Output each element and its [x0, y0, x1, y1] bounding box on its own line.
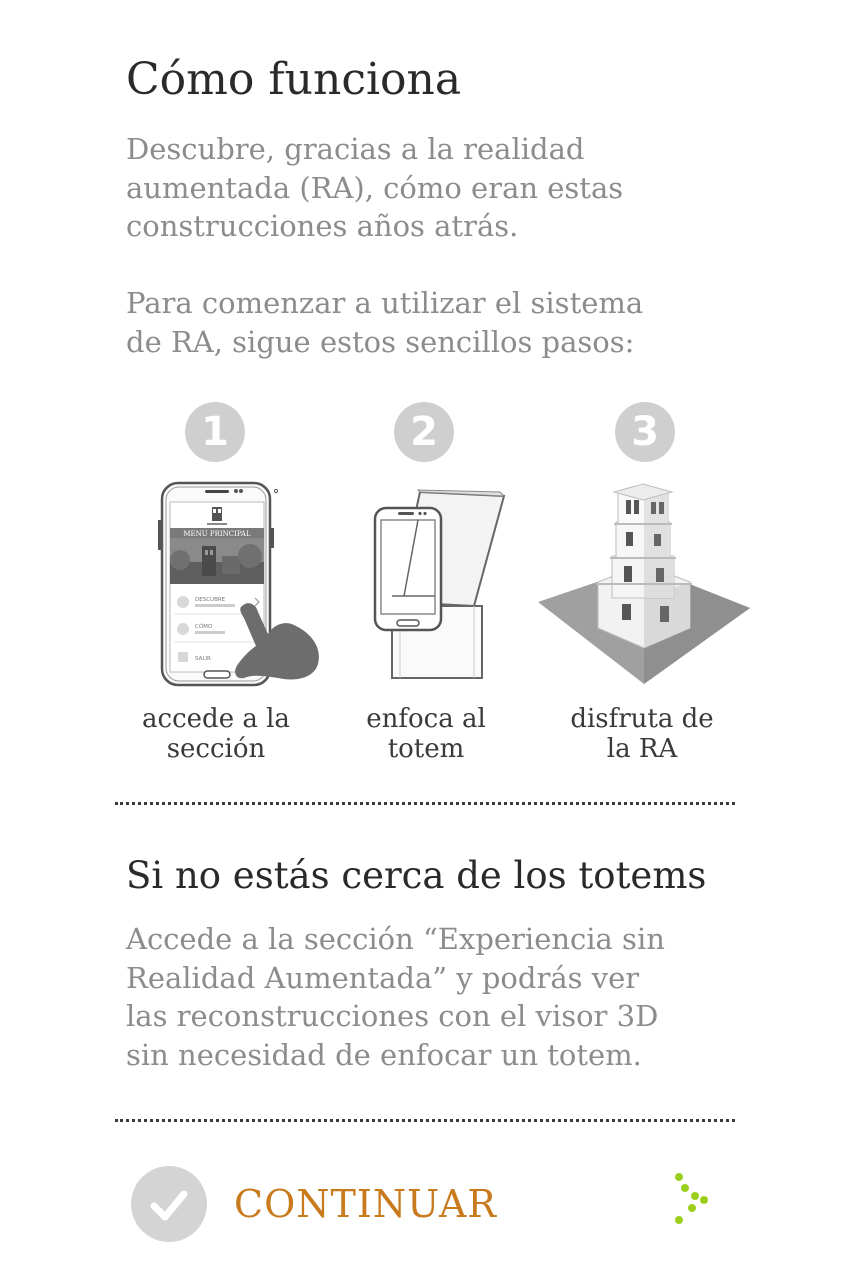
- step-3-number-badge: 3: [615, 402, 675, 462]
- continue-button[interactable]: CONTINUAR: [234, 1182, 497, 1226]
- phone-menu-item-how: CÓMO: [195, 624, 213, 630]
- instructions-paragraph: [126, 284, 746, 361]
- loading-dots-icon: [668, 1170, 718, 1230]
- step-3-label-line: la RA: [606, 734, 678, 764]
- step-1-number-badge: 1: [185, 402, 245, 462]
- intro-line: aumentada (RA), cómo eran estas: [126, 170, 624, 205]
- phone-menu-item-exit: SALIR: [195, 656, 211, 662]
- step-2-number-badge: 2: [394, 402, 454, 462]
- intro-line: construcciones años atrás.: [126, 209, 519, 243]
- phone-totem-icon: [370, 478, 510, 696]
- check-icon[interactable]: [131, 1166, 207, 1242]
- instructions-line: Para comenzar a utilizar el sistema: [126, 286, 644, 320]
- page-title: Cómo funciona: [126, 54, 462, 105]
- step-2-label-line: totem: [387, 734, 465, 764]
- phone-tap-icon: [150, 478, 330, 696]
- no-totem-line: sin necesidad de enfocar un totem.: [126, 1037, 642, 1072]
- step-2-label-line: enfoca al: [366, 704, 486, 734]
- section-divider: [115, 802, 735, 805]
- step-3-label: [542, 704, 742, 764]
- intro-paragraph: [126, 130, 746, 246]
- step-1-label-line: sección: [166, 734, 266, 764]
- no-totem-line: las reconstrucciones con el visor 3D: [126, 999, 659, 1033]
- tower-3d-icon: [536, 478, 752, 696]
- step-1-label-line: accede a la: [142, 704, 290, 734]
- instructions-line: de RA, sigue estos sencillos pasos:: [126, 324, 635, 359]
- step-2-label: [326, 704, 526, 764]
- no-totem-paragraph: [126, 920, 746, 1074]
- step-1-label: [116, 704, 316, 764]
- phone-menu-title: MENU PRINCIPAL: [183, 530, 251, 538]
- no-totem-line: Realidad Aumentada” y podrás ver: [126, 960, 640, 995]
- no-totem-line: Accede a la sección “Experiencia sin: [126, 922, 665, 956]
- phone-menu-item-discover: DESCUBRE: [195, 597, 226, 603]
- section-divider: [115, 1119, 735, 1122]
- no-totem-title: Si no estás cerca de los totems: [126, 854, 707, 897]
- intro-line: Descubre, gracias a la realidad: [126, 132, 585, 166]
- step-3-label-line: disfruta de: [570, 704, 714, 734]
